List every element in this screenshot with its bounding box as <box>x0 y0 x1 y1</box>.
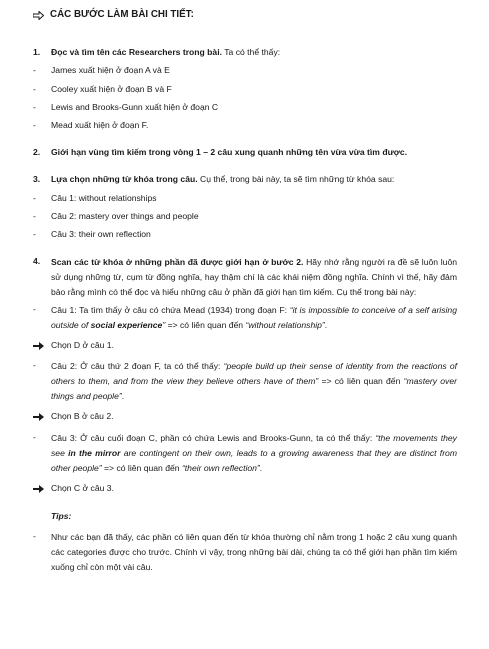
step-2-bold: Giới hạn vùng tìm kiếm trong vòng 1 – 2 câu xung quanh những tên vừa vừa tìm được. <box>51 147 408 158</box>
step-number: 1. <box>33 47 41 58</box>
arrow-right-icon <box>33 342 44 350</box>
list-item: - James xuất hiện ở đoạn A và E <box>33 65 170 76</box>
step-4 <box>33 255 457 575</box>
step-4-rest: Hãy nhớ rằng người ra đề sẽ luôn luôn sử dụng những từ, cụm từ đồng nghĩa, hay thậm chí là các khái niệm đồng nghĩa. Chính vì thế, hãy đảm bảo rằng mình có thể đọc và hiểu những câu ở phần đã giới hạn tìm kiếm. Cụ thể trong bài này: <box>51 257 457 298</box>
list-item: - Câu 3: their own reflection <box>33 229 151 240</box>
section-title <box>33 9 457 21</box>
step-3-heading <box>33 173 457 185</box>
step-number: 3. <box>33 174 41 185</box>
arrow-right-icon <box>33 413 44 421</box>
arrow-right-icon <box>33 11 44 20</box>
section-title-text: CÁC BƯỚC LÀM BÀI CHI TIẾT: <box>50 9 194 20</box>
tips-label: Tips: <box>51 510 72 521</box>
step-2-heading <box>33 146 457 158</box>
step-4-bold: Scan các từ khóa ở những phần đã được giới hạn ở bước 2. <box>51 257 304 268</box>
step-3 <box>33 173 457 240</box>
arrow-right-icon <box>33 485 44 493</box>
list-item: - Câu 1: without relationships <box>33 192 157 203</box>
step-1 <box>33 46 457 131</box>
step-4-heading <box>33 255 457 300</box>
list-item: - Cooley xuất hiện ở đoạn B và F <box>33 83 172 94</box>
answer-2: Chọn B ở câu 2. <box>33 410 457 424</box>
step-1-heading <box>33 46 457 58</box>
list-item: - Mead xuất hiện ở đoạn F. <box>33 120 149 131</box>
tips-text: - Như các bạn đã thấy, các phần có liên quan đến từ khóa thường chỉ nằm trong 1 hoặc 2 câu xung quanh các categories được cho trước. Chính vì vậy, trong những bài dài, chúng ta có thể giới hạn phần tìm kiếm xuống chỉ còn một vài câu. <box>33 531 457 573</box>
list-item-q2: - Câu 2: Ở câu thứ 2 đoạn F, ta có thể thấy: “people build up their sense of identity from the reactions of others to them, and from the view they believe others have of them” => có liên quan đến “mastery over things and people”. <box>33 360 457 402</box>
list-item-q3: - Câu 3: Ở câu cuối đoạn C, phần có chứa Lewis and Brooks-Gunn, ta có thể thấy: “the movements they see in the mirror are contingent on their own, leads to a growing awareness that they are distinct from other people” => có liên quan đến “their own reflection”. <box>33 431 457 473</box>
list-item: - Lewis and Brooks-Gunn xuất hiện ở đoạn C <box>33 101 219 112</box>
list-item-q1: - Câu 1: Ta tìm thấy ở câu có chứa Mead (1934) trong đoạn F: “it is impossible to conceive of a self arising outside of social experience” => có liên quan đến “without relationship”. <box>33 304 457 331</box>
step-3-bold: Lựa chọn những từ khóa trong câu. <box>51 174 198 185</box>
step-3-rest: Cụ thể, trong bài này, ta sẽ tìm những từ khóa sau: <box>197 174 395 185</box>
step-number: 2. <box>33 147 41 158</box>
list-item: - Câu 2: mastery over things and people <box>33 210 199 221</box>
answer-1: Chọn D ở câu 1. <box>33 339 457 353</box>
step-1-bold: Đọc và tìm tên các Researchers trong bài. <box>51 47 222 58</box>
step-2 <box>33 146 457 158</box>
step-number: 4. <box>33 256 41 267</box>
answer-3: Chọn C ở câu 3. <box>33 482 457 496</box>
step-1-rest: Ta có thể thấy: <box>222 47 281 58</box>
